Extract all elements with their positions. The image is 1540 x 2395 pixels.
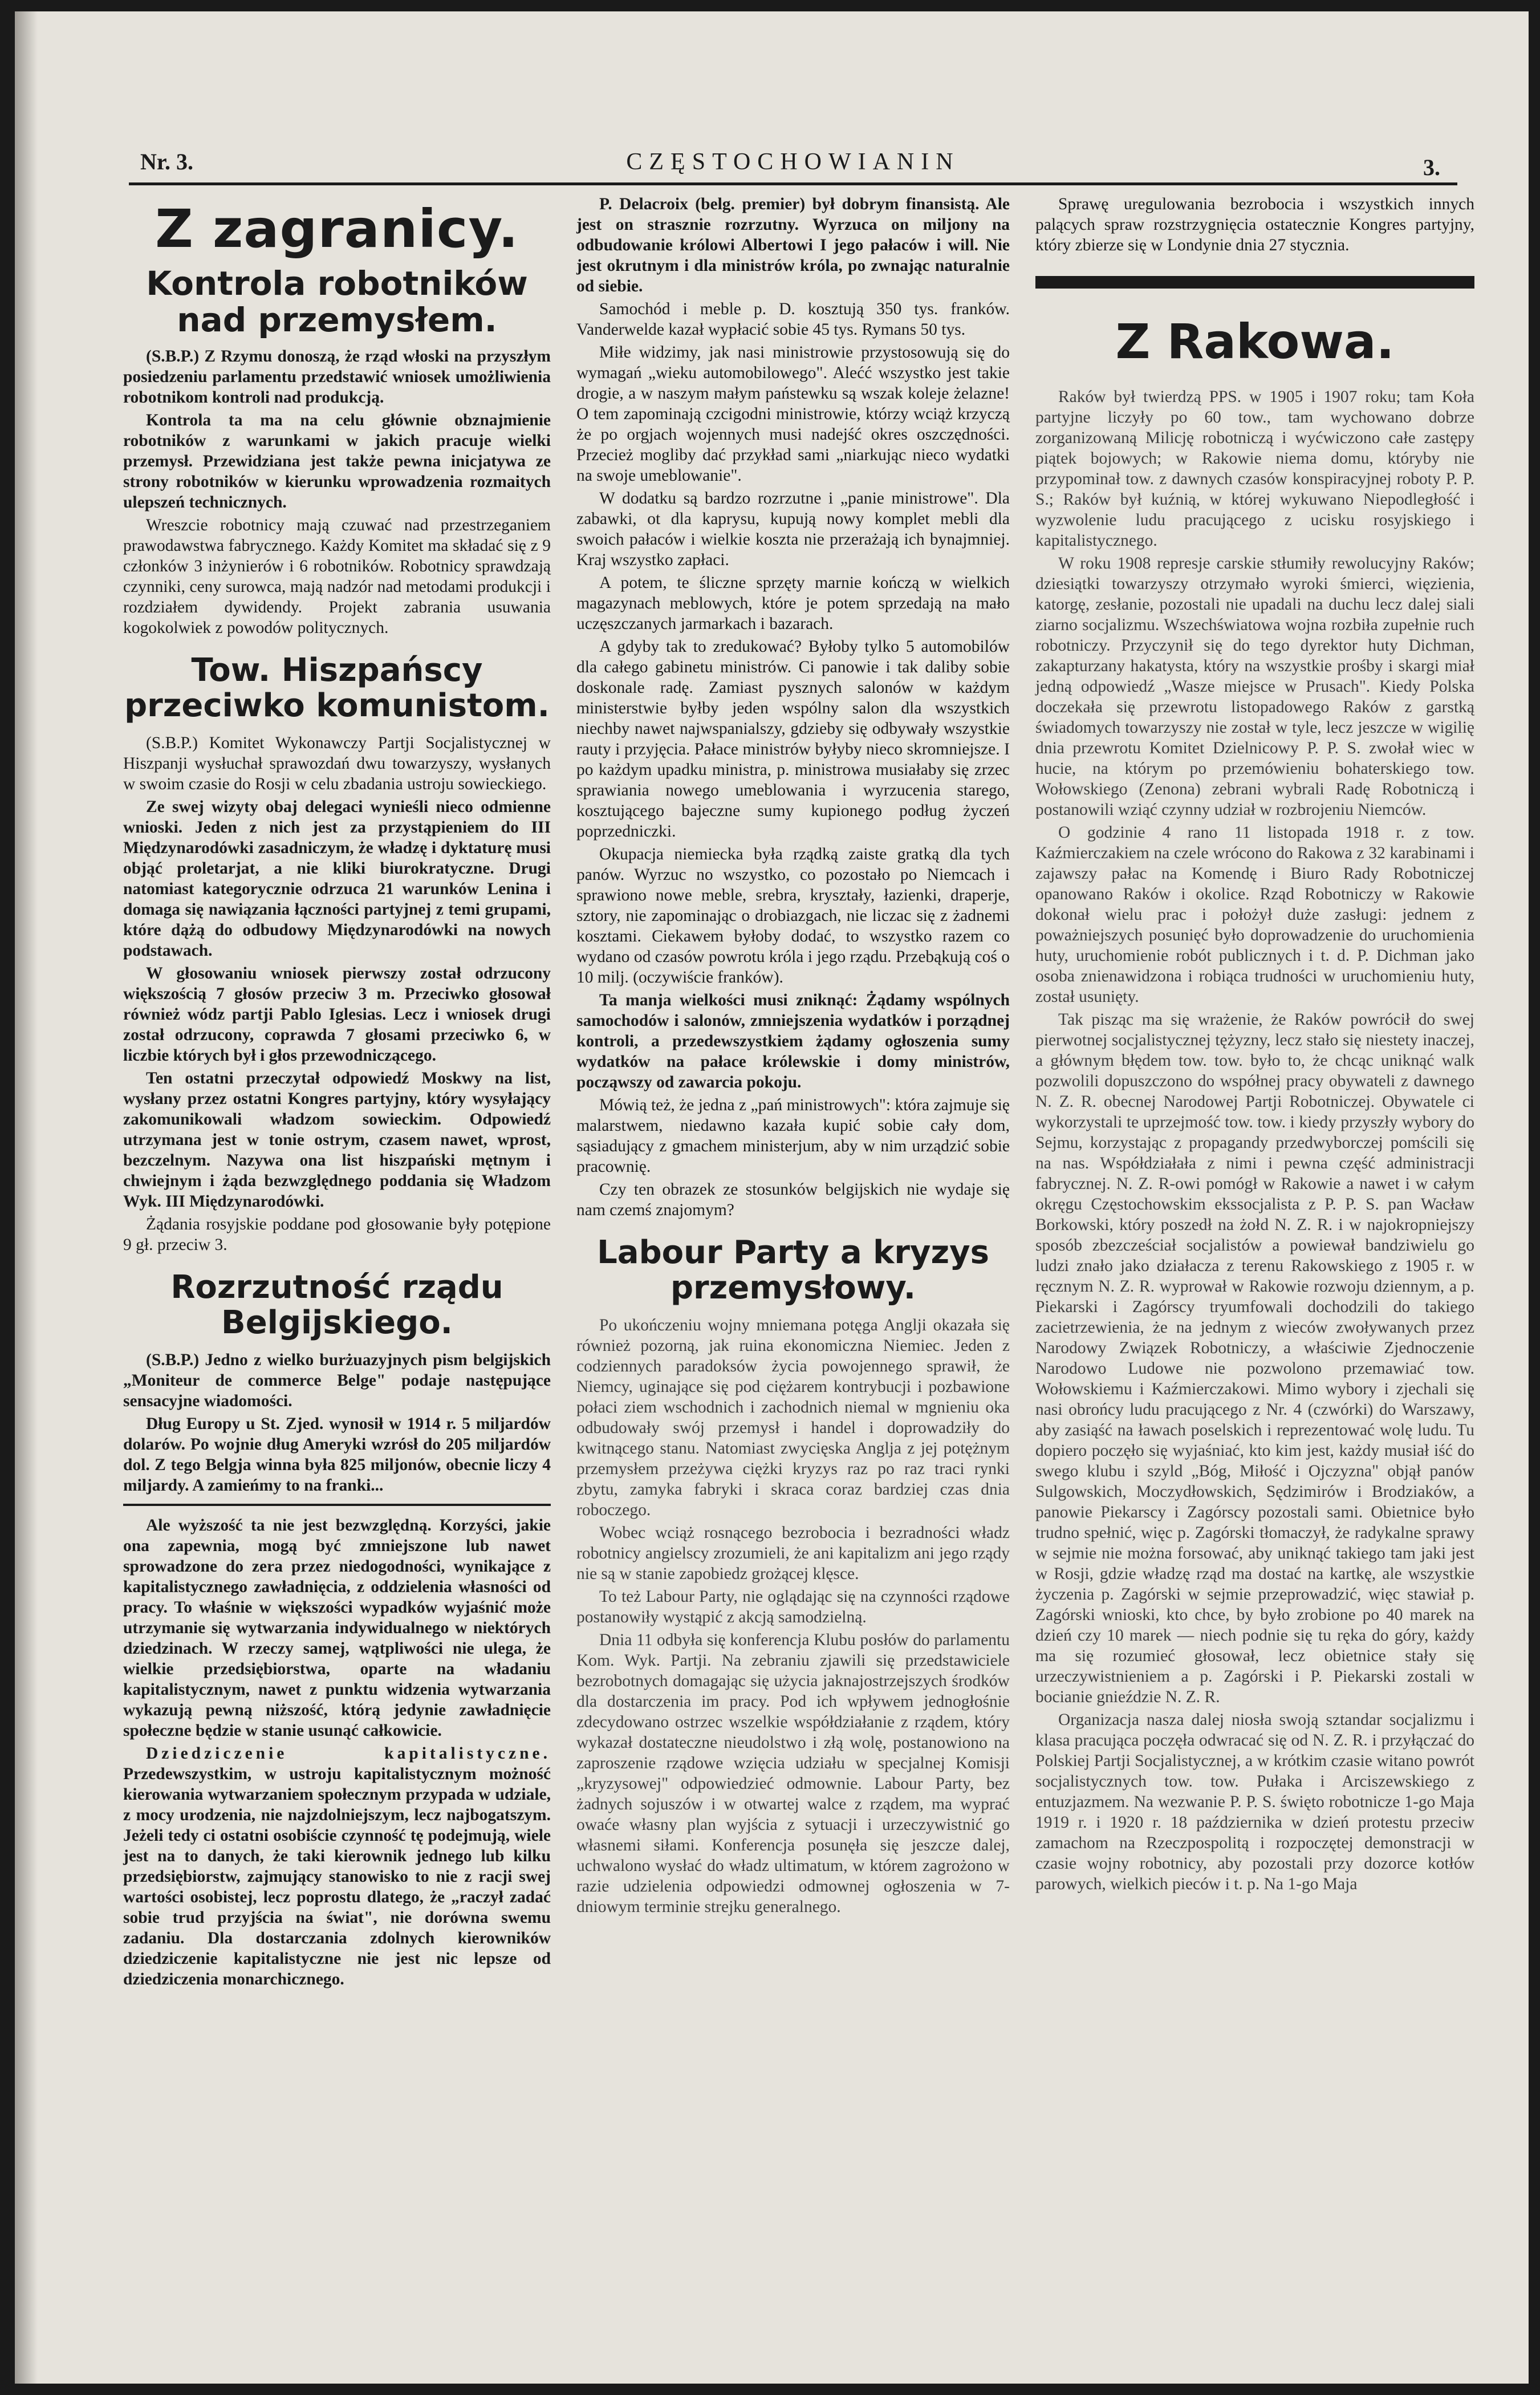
paragraph: Tak pisząc ma się wrażenie, że Raków powrócił do swej pierwotnej socjalistycznej tężyzny, lecz stało się niestety inaczej, a głównym błędem tow. tow. było to, że chcąc uniknąć walk pozwolili dopuszczono do współnej pracy obywateli z dawnego N. Z. R. obecnej Narodowej Partji Robotniczej. Obywatele ci wykorzystali te uprzejmość tow. tow. i kiedy przyszły wybory do Sejmu, korzystając z propagandy przedwyborczej pomścili się na nas. Współdziałała z nimi i pewna część administracji fabrycznej. N. Z. R-owi pomógł w Rakowie a nawet i w całym okręgu Częstochowskim ekssocjalista z P. P. S. pan Wacław Borkowski, który poszedł na żołd N. Z. R. i w najokropniejszy sposób zbezcześciał socjalistów a powiewał bandziwielu go ludzi znało jako działacza z terenu Rakowskiego z 1905 r. w ręcznym N. Z. R. wyprował w Rakowie rozwoju dziennym, a p. Piekarski i Zagórscy tryumfowali dochodzili do takiego zacietrzewienia, że na jednym z wieców zwoływanych przez Narodowy Związek Robotniczy, a właściwie Zjednoczenie Narodowo Ludowe nie pozwolono przemawiać tow. Wołowskiemu i Kaźmierczakowi. Mimo wybory i zjechali się nasi obrońcy ludu pracującego z Nr. 4 (czwórki) do Warszawy, aby zasiąść na ławach poselskich i reprezentować wolę ludu. Tu dopiero poczęło się wyjaśniać, kto kim jest, każdy musiał iść do swego klubu i szyld „Bóg, Miłość i Ojczyzna" objął panów Sulgowskich, Moczydłowskich, Sędzimirów i Brodziaków, a panowie Piekarscy i Zagórscy pozostali sami. Obietnice było trudno spełnić, więc p. Zagórski tłomaczył, że radykalne sprawy w sejmie nie można forsować, aby uniknąć takiego tam jaki jest w Rosji, gdzie władzę rząd ma dostać na kartkę, ale wszystkie życzenia p. Zagórski w sejmie przeprowadzić, więc stawiał p. Zagórski wnioski, kto chce, by było zrobione po 40 marek na dzień czy 10 marek — niech podnie się tu ręka do góry, każdy ma się rozumieć głosował, lecz obietnice stały się urzeczywistnieniem a p. Zagórski i P. Piekarski zostali w bocianie gnieździe N. Z. R. <box>1035 1010 1474 1706</box>
paragraph: Miłe widzimy, jak nasi ministrowie przystosowują się do wymagań „wieku automobilowego". Alećć wszystko jest takie drogie, a w naszym małym państewku są wszak koleje żelazne! O tem zapominają czcigodni ministrowie, którzy wciąż krzyczą że po orgjach wojennych musi nadejść okres oszczędności. Przecież mogliby dać przykład sami „niarkując nieco wydatki na swoje umeblowanie". <box>576 343 1010 485</box>
paragraph: (S.B.P.) Jedno z wielko burżuazyjnych pism belgijskich „Moniteur de commerce Belge" podaje następujące sensacyjne wiadomości. <box>123 1351 551 1410</box>
article-body <box>576 990 1010 1093</box>
article-body <box>576 1315 1010 1917</box>
column-1 <box>123 194 551 1992</box>
column-3 <box>1035 194 1474 1897</box>
article-body <box>123 1350 551 1496</box>
paragraph: Ten ostatni przeczytał odpowiedź Moskwy na list, wysłany przez ostatni Kongres partyjny, który wysyłający zakomunikowali władzom sowieckim. Odpowiedź utrzymana jest w tonie ostrym, czasem nawet, wprost, bezczelnym. Nazywa ona list hiszpański mętnym i chwiejnym i żąda bezwzględnego poddania się Władzom Wyk. III Międzynarodówki. <box>123 1069 551 1211</box>
divider <box>1035 276 1474 289</box>
article-body <box>123 346 551 513</box>
paragraph <box>123 1743 551 1990</box>
lead-heading: Dziedziczenie kapitalistyczne. <box>146 1744 551 1763</box>
article-body <box>1035 387 1474 1894</box>
paragraph: Raków był twierdzą PPS. w 1905 i 1907 roku; tam Koła partyjne liczyły po 60 tow., tam wychowano dobrze zorganizowaną Milicję robotniczą i wyćwiczono całe zastępy piątek bojowych; w Rakowie niema domu, któryby nie przypominał tow. z dawnych czasów konspiracyjnej roboty P. P. S.; Raków był kuźnią, w której wykuwano Niepodległość i wyzwolenie ludu pracującego z ucisku rosyjskiego i kapitalistycznego. <box>1035 388 1474 550</box>
paragraph: Ta manja wielkości musi zniknąć: Żądamy wspólnych samochodów i salonów, zmniejszenia wydatków i porządnej kontroli, a przedewszystkiem żądamy ogłoszenia sumy wydatków na pałace królewskie i domy ministrów, począwszy od zawarcia pokoju. <box>576 991 1010 1091</box>
paragraph: O godzinie 4 rano 11 listopada 1918 r. z tow. Kaźmierczakiem na czele wrócono do Rakowa z 32 karabinami i zajawszy pałac na Komendę i Biuro Rady Robotniczej opanowano Raków i okolice. Rząd Robotniczy w Rakowie dokonał wielu prac i położył duże zasługi: jednem z poważniejszych posunięć było doprowadzenie do uruchomienia huty, uruchomienie robót publicznych i t. d. P. Dichman jako osoba znienawidzona i robiąca trudności w uruchomieniu huty, został usunięty. <box>1035 823 1474 1006</box>
article-title: Labour Party a kryzys przemysłowy. <box>597 1234 989 1306</box>
article-title: Tow. Hiszpańscy przeciwko komunistom. <box>124 652 550 724</box>
paragraph: To też Labour Party, nie oglądając się na czynności rządowe postanowiły wystąpić z akcją samodzielną. <box>576 1588 1010 1626</box>
paragraph: Ze swej wizyty obaj delegaci wynieśli nieco odmienne wnioski. Jeden z nich jest za przystąpieniem do III Międzynarodówki zasadniczym, że władzę i dyktaturę musi objąć proletarjat, a nie kliki biurokratyczne. Drugi natomiast kategorycznie odrzuca 21 warunków Lenina i domaga się nawiązania łączności partyjnej z temi grupami, które dążą do odbudowy Międzynarodówki na nowych podstawach. <box>123 798 551 960</box>
paragraph: W dodatku są bardzo rozrzutne i „panie ministrowe". Dla zabawki, ot dla kaprysu, kupują nowy komplet mebli dla swoich pałaców i wielkie koszta nie przerażają ich bynajmniej. Kraj wszystko zapłaci. <box>576 489 1010 569</box>
paragraph: Czy ten obrazek ze stosunków belgijskich nie wydaje się nam czemś znajomym? <box>576 1180 1010 1219</box>
scan-edge <box>15 11 38 2384</box>
paragraph: Sprawę uregulowania bezrobocia i wszystkich innych palących spraw rozstrzygnięcia ostatecznie Kongres partyjny, który zbierze się w Londynie dnia 27 stycznia. <box>1035 195 1474 254</box>
paragraph: A potem, te śliczne sprzęty marnie kończą w wielkich magazynach meblowych, które je potem sprzedają na mało uczęszczanych jarmarkach i bazarach. <box>576 574 1010 633</box>
paragraph: (S.B.P.) Komitet Wykonawczy Partji Socjalistycznej w Hiszpanji wysłuchał sprawozdań dwu towarzyszy, wysłanych w swoim czasie do Rosji w celu zbadania ustroju sowieckiego. <box>123 734 551 793</box>
paragraph: Samochód i meble p. D. kosztują 350 tys. franków. Vanderwelde kazał wypłacić sobie 45 tys. Rymans 50 tys. <box>576 300 1010 339</box>
article-title: Kontrola robotników nad przemysłem. <box>146 264 528 339</box>
paragraph: Wreszcie robotnicy mają czuwać nad przestrzeganiem prawodawstwa fabrycznego. Każdy Komitet ma składać się z 9 członków 3 inżynierów i 6 robotników. Robotnicy sprawdzają czynniki, ceny surowca, mają nadzór nad metodami produkcji i rozdziałem dywidendy. Projekt zabrania usuwania kogokolwiek z powodów politycznych. <box>123 516 551 637</box>
article-body <box>123 1515 551 1990</box>
paragraph: Ale wyższość ta nie jest bezwzględną. Korzyści, jakie ona zapewnia, mogą być zmniejszone lub nawet sprowadzone do zera przez niedogodności, wynikające z kapitalistycznego zawładnięcia, z oddzielenia własności od pracy. To właśnie w większości wypadków wyjaśnić może utrzymanie się wytwarzania indywidualnego w niektórych dziedzinach. W rzeczy samej, wątpliwości nie ulega, że wielkie przedsiębiorstwa, oparte na władaniu kapitalistycznym, nawet z punktu widzenia wytwarzania wykazują pewną niższość, którą jedynie zawładnięcie społeczne będzie w stanie usunąć całkowicie. <box>123 1516 551 1740</box>
paragraph: Kontrola ta ma na celu głównie obznajmienie robotników z warunkami w jakich pracuje wielki przemysł. Przewidziana jest także pewna inicjatywa ze strony robotników w kierunku wprowadzenia rozmaitych ulepszeń technicznych. <box>123 411 551 512</box>
paragraph: P. Delacroix (belg. premier) był dobrym finansistą. Ale jest on strasznie rozrzutny. Wyrzuca on miljony na odbudowanie królowi Albertowi I jego pałaców i will. Nie jest okrutnym i dla ministrów króla, po zwnając naturalnie od siebie. <box>576 195 1010 295</box>
article-title: Rozrzutność rządu Belgijskiego. <box>170 1269 503 1341</box>
article-title: Z Rakowa. <box>1115 314 1395 370</box>
section-title: Z zagranicy. <box>155 198 519 259</box>
article-body <box>123 797 551 1212</box>
newspaper-page <box>15 11 1529 2384</box>
paragraph: Wobec wciąż rosnącego bezrobocia i bezradności władz robotnicy angielscy zrozumieli, że ani kapitalizm ani jego rządy nie są w stanie zapobiedz grożącej klęsce. <box>576 1524 1010 1583</box>
lead-text: Przedewszystkim, w ustroju kapitalistycznym możność kierowania wytwarzaniem społecznym przypada w udziale, z mocy urodzenia, nie najzdolniejszym, lecz najbogatszym. Jeżeli tedy ci ostatni osobiście czynność tę podejmują, wiele jest na to danych, że taki kierownik jednego lub kilku przedsiębiorstw, zajmujący stanowisko to nie z racji swej wartości osobistej, lecz poprostu dlatego, że „raczył zadać sobie trud przyjścia na świat", nie dorówna swemu zadaniu. Dla dostarczania zdolnych kierowników dziedziczenie kapitalistyczne nie jest nic lepsze od dziedziczenia monarchicznego. <box>123 1765 551 1988</box>
paragraph: Okupacja niemiecka była rządką zaiste gratką dla tych panów. Wyrzuc no wszystko, co pozostało po Niemcach i sprawiono nowe meble, srebra, kryształy, łazienki, draperje, sztory, nie zapominając o drobiazgach, nie liczac się z żadnemi kosztami. Ciekawem byłoby dodać, to wszystko razem co wydano od czasów powrotu króla i jego rządu. Przebąkują coś o 10 milj. (oczywiście franków). <box>576 845 1010 987</box>
paragraph: Organizacja nasza dalej niosła swoją sztandar socjalizmu i klasa pracująca poczęła odwracać się od N. Z. R. i przyłączać do Polskiej Partji Socjalistycznej, a w krótkim czasie witano powrót socjalistycznych tow. tow. Pułaka i Arciszewskiego z entuzjazmem. Na wezwanie P. P. S. święto robotnicze 1-go Maja 1919 r. i 1920 r. 18 października w dzień protestu przeciw zamachom na Rzeczpospolitą i rozpoczętej demonstracji w czasie wojny robotnicy, aby pozostali przy dozorce kotłów parowych, wielkich pieców i t. p. Na 1-go Maja <box>1035 1711 1474 1893</box>
paragraph: W roku 1908 represje carskie stłumiły rewolucyjny Raków; dziesiątki towarzyszy otrzymało wyroki śmierci, więzienia, katorgę, zesłanie, pozostali nie upadali na duchu lecz dalej siali ziarno socjalizmu. Wszechświatowa wojna rozbiła zupełnie ruch robotniczy. Przyczynił się do tego dyrektor huty Dichman, zakapturzany hakatysta, który na wszystkie prośby i skargi miał jedną odpowiedź „Wasze miejsce w Prusach". Kiedy Polska doczekała się przewrotu listopadowego Raków z garstką świadomych towarzyszy nie został w tyle, lecz jeszcze w wigilię dnia przewrotu Komitet Dzielnicowy P. P. S. zwołał wiec w hucie, na którym po przemówieniu bohaterskiego tow. Wołowskiego (Zenona) zebrani wybrali Radę Robotniczą i postanowili wziąć czynny udział w rozbrojeniu Niemców. <box>1035 554 1474 819</box>
paragraph: Dnia 11 odbyła się konferencja Klubu posłów do parlamentu Kom. Wyk. Partji. Na zebraniu zjawili się przedstawiciele bezrobotnych domagając się użycia jaknajostrzejszych środków dla dostarczenia im pracy. Pod ich wpływem jednogłośnie zdecydowano ostrzec wszelkie współdziałanie z rządem, który wykazał dostateczne nieudolstwo i złą wolę, postanowiono na zaproszenie rządowe wzięcia udziału w specjalnej Komisji „kryzysowej" odpowiedzieć odmownie. Labour Party, bez żadnych sojuszów i w otwartej walce z rządem, ma wyprać owaće własny plan wyjścia z sytuacji i urzeczywistnić go własnemi siłami. Konferencja posunęła się jeszcze dalej, uchwalono wysłać do władz ultimatum, w którem zagrożono w razie udzielenia odpowiedzi odmownej ogłoszenia w 7-dniowym terminie strejku generalnego. <box>576 1631 1010 1916</box>
paragraph: Dług Europy u St. Zjed. wynosił w 1914 r. 5 miljardów dolarów. Po wojnie dług Ameryki wzrósł do 205 miljardów dol. Z tego Belgja winna była 825 miljonów, obecnie liczy 4 miljardy. A zamieńmy to na franki... <box>123 1415 551 1495</box>
column-2 <box>576 194 1010 1919</box>
article-body <box>576 194 1010 297</box>
page-header <box>129 148 1457 185</box>
divider <box>123 1504 551 1506</box>
paragraph: (S.B.P.) Z Rzymu donoszą, że rząd włoski na przyszłym posiedzeniu parlamentu przedstawić wniosek umożliwienia robotnikom kontroli nad produkcją. <box>123 347 551 407</box>
issue-number: Nr. 3. <box>140 149 193 174</box>
paragraph: W głosowaniu wniosek pierwszy został odrzucony większością 7 głosów przeciw 3 m. Przeciwko głosował również wódz partji Pablo Iglesias. Lecz i wniosek drugi został odrzucony, coprawda 7 głosami przeciwko 6, w liczbie których był i głos przewodniczącego. <box>123 964 551 1065</box>
masthead-title: CZĘSTOCHOWIANIN <box>626 149 960 175</box>
paragraph: Po ukończeniu wojny mniemana potęga Anglji okazała się również pozorną, jak ruina ekonomiczna Niemiec. Jeden z codziennych paradoksów życia powojennego sprawił, że Niemcy, uginające się pod ciężarem kontrybucji i pozbawione połaci ziem wschodnich i zachodnich niemal w mgnieniu oka odbudowały swój przemysł i handel i doprowadziły do kwitnącego stanu. Natomiast zwycięska Anglja z jej potężnym przemysłem przeżywa ciężki kryzys raz po raz traci rynki zbytu, zamyka fabryki i skraca coraz bardziej czas dnia roboczego. <box>576 1316 1010 1519</box>
paragraph: A gdyby tak to zredukować? Byłoby tylko 5 automobilów dla całego gabinetu ministrów. Ci panowie i tak daliby sobie doskonale radę. Zamiast pysznych salonów w każdym ministerstwie byłby jeden wspólny salon dla wszystkich niechby nawet najwspanialszy, gdzieby się odbywały wszystkie rauty i przyjęcia. Pałace ministrów byłyby nieco skromniejsze. I po każdym upadku ministra, p. ministrowa musiałaby się zrzec sprawiania nowego umeblowania i wyrzucenia starego, kosztującego bajeczne sumy kupionego podług życzeń poprzedniczki. <box>576 638 1010 841</box>
paragraph: Żądania rosyjskie poddane pod głosowanie były potępione 9 gł. przeciw 3. <box>123 1215 551 1254</box>
paragraph: Mówią też, że jedna z „pań ministrowych": która zajmuje się malarstwem, niedawno kazała kupić sobie cały dom, sąsiadujący z gmachem ministerjum, aby w nim urządzić sobie pracownię. <box>576 1096 1010 1176</box>
page-number: 3. <box>1423 155 1440 180</box>
